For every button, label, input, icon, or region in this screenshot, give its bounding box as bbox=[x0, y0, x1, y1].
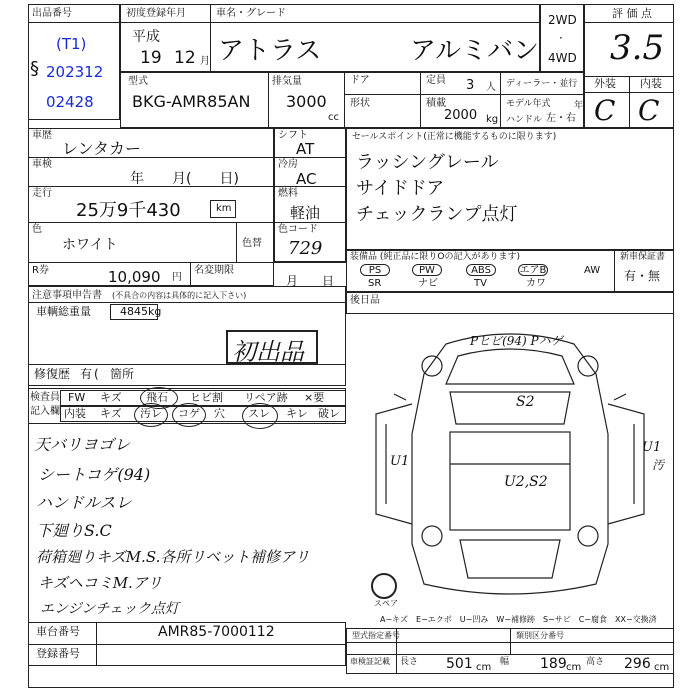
drive-4wd: 4WD bbox=[548, 51, 577, 65]
note-1: 天バリヨゴレ bbox=[34, 435, 131, 454]
reg-label: 初度登録年月 bbox=[126, 8, 186, 19]
capacity-label: 定員 bbox=[426, 75, 446, 86]
equip-pw: PW bbox=[412, 264, 442, 276]
diagram-right-note: 汚 bbox=[652, 458, 665, 472]
weight-box bbox=[110, 304, 158, 320]
handle-label: ハンドル bbox=[506, 115, 543, 125]
shift: AT bbox=[296, 140, 315, 158]
ins-required: ×要 bbox=[304, 391, 325, 404]
ext-grade: C bbox=[594, 94, 616, 127]
yen-unit: 円 bbox=[172, 272, 182, 283]
after-box bbox=[346, 292, 674, 314]
door-label: ドア bbox=[350, 75, 370, 86]
class-label: 類別区分番号 bbox=[516, 631, 564, 640]
transfer: 月 日 bbox=[286, 274, 335, 288]
gross-weight-label: 車輌総重量 bbox=[36, 305, 91, 318]
lot-date: 202312 bbox=[46, 63, 104, 81]
diagram-s2: S2 bbox=[516, 394, 535, 410]
inspector-fill-label: 記入欄 bbox=[30, 406, 60, 417]
int-grade: C bbox=[638, 94, 660, 127]
notes-label: 注意事項申告書 bbox=[32, 290, 102, 301]
mileage-label: 走行 bbox=[32, 188, 52, 199]
note-3: ハンドルスレ bbox=[36, 493, 132, 512]
circle-burn bbox=[172, 403, 206, 427]
spare-label: スペア bbox=[374, 599, 398, 608]
damage-legend: A−キズ E−エクボ U−凹み W−補修跡 S−サビ C−腐食 XX−交換済 bbox=[380, 615, 657, 624]
inspection: 年 月( 日) bbox=[130, 171, 239, 187]
ins-scratch: キズ bbox=[100, 391, 122, 404]
lot-prefix: (T1) bbox=[56, 35, 87, 53]
height-label: 高さ bbox=[586, 657, 605, 667]
era: 平成 bbox=[132, 29, 160, 45]
notes-sub: (不具合の内容は具体的に記入下さい) bbox=[112, 291, 247, 300]
score-label: 評 価 点 bbox=[612, 7, 652, 20]
ins-burn: コゲ bbox=[178, 407, 200, 420]
ins-dirt: 汚レ bbox=[140, 407, 162, 420]
ins-rub: スレ bbox=[248, 407, 270, 420]
height-unit: cm bbox=[654, 662, 670, 673]
history-label: 車歴 bbox=[32, 130, 52, 141]
sales-point-3: チェックランプ点灯 bbox=[356, 204, 518, 225]
inspection-label: 車検 bbox=[32, 159, 52, 170]
diagram-roof-note: Pヒビ(94) Pハゲ bbox=[470, 334, 563, 348]
sales-point-1: ラッシングレール bbox=[356, 152, 499, 173]
ins-tear: 破レ bbox=[318, 407, 340, 420]
equip-aw: AW bbox=[584, 265, 601, 276]
car-name: アトラス bbox=[218, 36, 322, 66]
diagram-u1-left: U1 bbox=[390, 454, 410, 469]
year-unit: 年 bbox=[574, 101, 584, 111]
width-unit: cm bbox=[566, 662, 582, 673]
equip-leather: カワ bbox=[526, 278, 546, 289]
length: 501 bbox=[446, 656, 473, 672]
transfer-label: 名変期限 bbox=[194, 265, 234, 276]
after-label: 後日品 bbox=[350, 295, 380, 306]
ins-int-scratch: キズ bbox=[100, 407, 122, 420]
equip-ps: PS bbox=[360, 264, 390, 276]
length-label: 長さ bbox=[400, 657, 419, 667]
dealer-label: ディーラー・並行 bbox=[506, 79, 578, 89]
ins-interior: 内装 bbox=[64, 407, 86, 420]
note-6: キズヘコミM.アリ bbox=[38, 574, 163, 592]
handle-value: 左・右 bbox=[546, 113, 576, 124]
diagram-u1-right: U1 bbox=[642, 440, 662, 455]
warranty-label: 新車保証書 bbox=[620, 252, 666, 262]
note-4: 下廻りS.C bbox=[36, 521, 112, 540]
int-label: 内装 bbox=[640, 77, 662, 90]
chassis-label: 車台番号 bbox=[36, 625, 80, 638]
reg-year: 19 bbox=[140, 48, 162, 68]
note-2: シートコゲ(94) bbox=[38, 465, 151, 484]
first-stamp: 初出品 bbox=[232, 338, 304, 366]
fuel: 軽油 bbox=[290, 204, 321, 222]
color-code-label: 色コード bbox=[278, 224, 318, 235]
displacement: 3000 bbox=[286, 92, 327, 111]
inspector-label: 検査員 bbox=[30, 392, 60, 403]
ins-fw: FW bbox=[68, 391, 86, 404]
sales-label: セールスポイント(正常に機能するものに限ります) bbox=[352, 132, 557, 142]
circle-rub bbox=[242, 403, 278, 429]
model-label: 型式 bbox=[128, 76, 148, 87]
equip-abs: ABS bbox=[466, 264, 496, 276]
load: 2000 bbox=[444, 108, 478, 123]
repaint-label: 色替 bbox=[242, 238, 262, 249]
gross-weight: 4845 bbox=[120, 305, 148, 318]
recycle-label: R券 bbox=[32, 265, 49, 276]
gross-weight-unit: kg bbox=[148, 305, 162, 318]
equip-tv: TV bbox=[474, 278, 487, 289]
equip-sr: SR bbox=[368, 278, 382, 289]
ins-crack: ヒビ割 bbox=[190, 391, 223, 404]
width: 189 bbox=[540, 656, 567, 672]
person-unit: 人 bbox=[486, 82, 496, 93]
month-unit: 月 bbox=[200, 56, 210, 67]
ac: AC bbox=[296, 170, 317, 188]
recycle: 10,090 bbox=[108, 268, 161, 286]
repair-count-unit: 箇所 bbox=[110, 367, 135, 381]
color-label: 色 bbox=[32, 224, 42, 235]
name-label: 車名・グレード bbox=[216, 8, 286, 19]
drive-2wd: 2WD bbox=[548, 13, 577, 27]
history: レンタカー bbox=[62, 139, 141, 158]
ins-cut: キレ bbox=[286, 407, 308, 420]
mileage: 25万9千430 bbox=[76, 200, 181, 221]
ins-chip: 飛石 bbox=[146, 391, 168, 404]
spare-tire bbox=[372, 574, 396, 598]
width-label: 幅 bbox=[500, 657, 510, 667]
repair-count-open: ( bbox=[94, 367, 99, 381]
dims-label: 車検証記載 bbox=[350, 657, 390, 666]
diagram-u2s2: U2,S2 bbox=[504, 474, 548, 490]
equip-airbag: エアB bbox=[519, 265, 547, 276]
reg-no-label: 登録番号 bbox=[36, 647, 80, 660]
capacity: 3 bbox=[466, 78, 475, 93]
cert-label: 型式指定番号 bbox=[352, 631, 400, 640]
model-year-label: モデル年式 bbox=[506, 99, 551, 109]
ins-repair: リペア跡 bbox=[244, 391, 288, 404]
note-7: エンジンチェック点灯 bbox=[40, 601, 179, 617]
circle-dirt bbox=[134, 403, 168, 427]
warranty: 有・無 bbox=[624, 269, 661, 283]
reg-month: 12 bbox=[174, 48, 196, 68]
color: ホワイト bbox=[62, 237, 118, 253]
fuel-label: 燃料 bbox=[278, 188, 298, 199]
score-value: 3.5 bbox=[610, 28, 665, 68]
shift-label: シフト bbox=[278, 130, 308, 141]
kg-unit: kg bbox=[486, 114, 499, 125]
lot-number: 02428 bbox=[46, 93, 94, 111]
repair-label: 修復歴 bbox=[34, 367, 71, 381]
lot-label: 出品番号 bbox=[32, 8, 72, 19]
model: BKG-AMR85AN bbox=[132, 92, 251, 111]
displacement-label: 排気量 bbox=[272, 76, 302, 87]
equip-navi: ナビ bbox=[418, 278, 438, 289]
drive-dot: · bbox=[559, 31, 563, 45]
chassis: AMR85-7000112 bbox=[158, 624, 275, 640]
equipment-label: 装備品 (純正品に限りΟの記入があります) bbox=[350, 252, 520, 262]
repair-value: 有 bbox=[80, 367, 93, 381]
note-5: 荷箱廻りキズM.S.各所リベット補修アリ bbox=[36, 548, 310, 566]
ext-label: 外装 bbox=[594, 77, 616, 90]
length-unit: cm bbox=[476, 662, 492, 673]
color-code: 729 bbox=[288, 238, 323, 259]
ac-label: 冷房 bbox=[278, 159, 298, 170]
sales-point-2: サイドドア bbox=[356, 178, 445, 199]
ins-hole: 穴 bbox=[214, 407, 225, 420]
shape-label: 形状 bbox=[350, 98, 370, 109]
height: 296 bbox=[624, 656, 651, 672]
staple-mark: § bbox=[30, 58, 39, 79]
km-unit: km bbox=[216, 203, 232, 214]
grade: アルミバン bbox=[410, 36, 539, 66]
cc-unit: cc bbox=[328, 112, 339, 123]
load-label: 積載 bbox=[426, 98, 446, 109]
